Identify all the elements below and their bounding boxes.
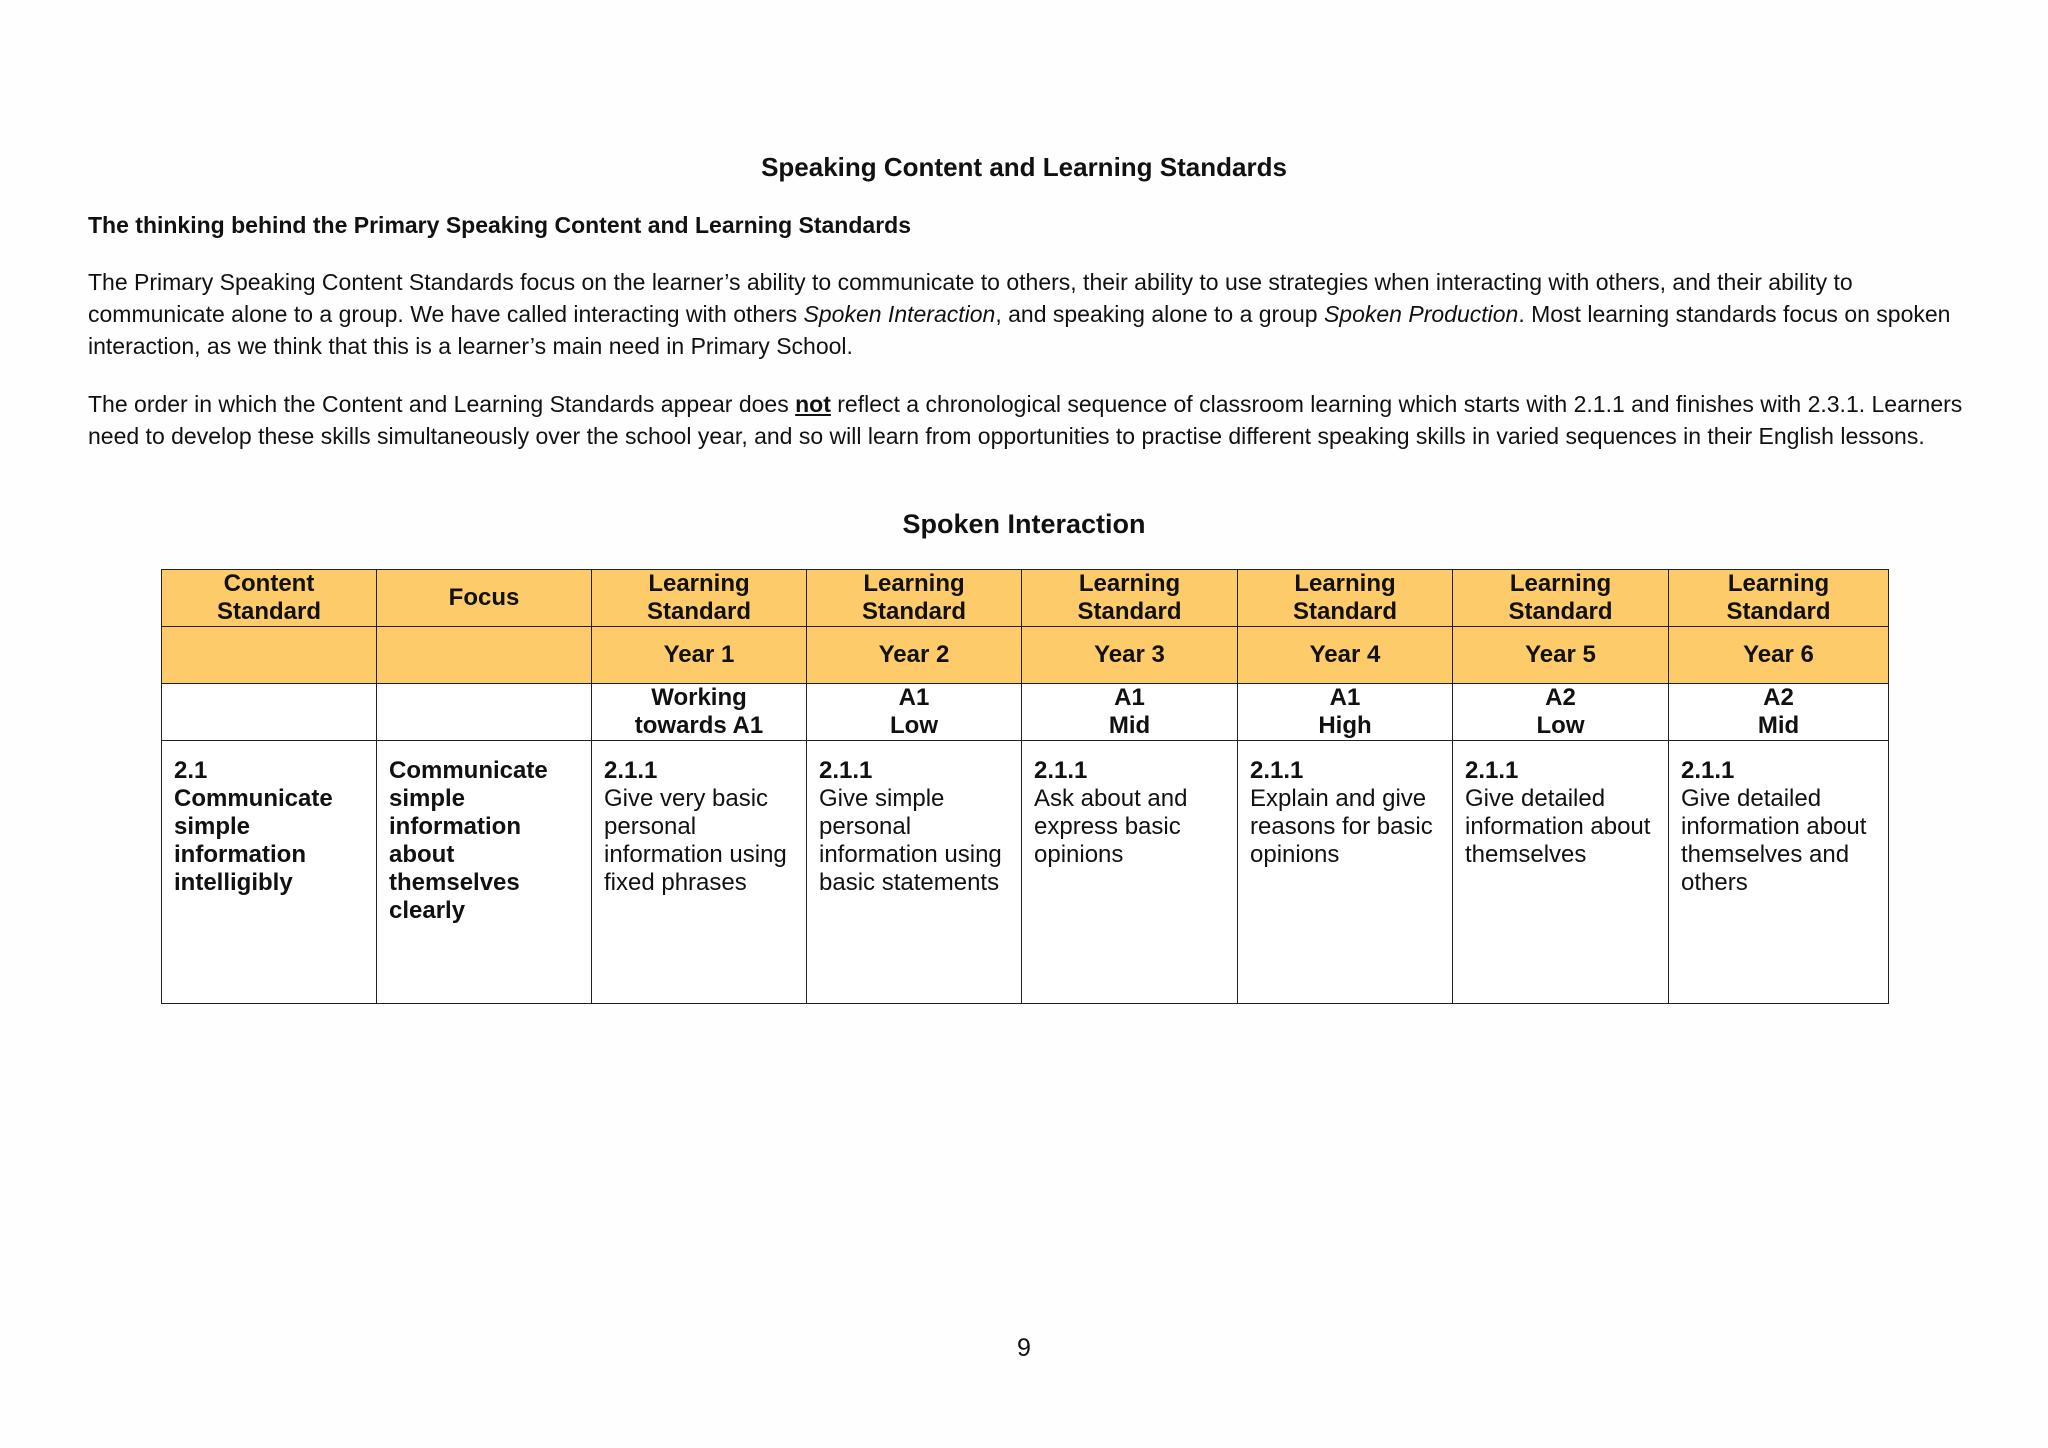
level-line: High xyxy=(1318,712,1372,739)
level-line: A2 xyxy=(1763,684,1794,711)
level-line: Mid xyxy=(1757,712,1800,739)
paragraph-text: . Most learning standards focus on spoken interaction, as we think that this is a learner’s main need in Primary School. xyxy=(88,301,1951,359)
paragraph-text: The Primary Speaking Content Standards focus on the learner’s ability to communicate to others, their ability to use strategies when interacting with others, and their ability to communicate alone to a group. We have called interacting with others xyxy=(88,269,1853,327)
year-label: Year 1 xyxy=(592,627,807,684)
table-header-row xyxy=(162,570,1889,627)
standard-text: Ask about and express basic opinions xyxy=(1034,785,1188,868)
header-focus: Focus xyxy=(377,570,592,627)
year-label: Year 5 xyxy=(1453,627,1669,684)
empty-cell xyxy=(162,684,377,741)
level-line: A2 xyxy=(1545,684,1576,711)
order-paragraph xyxy=(88,388,1968,452)
paragraph-text: The order in which the Content and Learning Standards appear does xyxy=(88,391,796,417)
table-row xyxy=(162,741,1889,1004)
standard-text: Give detailed information about themselves xyxy=(1465,785,1651,868)
header-learning-standard: Learning Standard xyxy=(1453,570,1669,627)
standard-code: 2.1.1 xyxy=(604,757,658,784)
standard-text: Give simple personal information using basic statements xyxy=(819,785,1002,896)
content-standard-cell xyxy=(162,741,377,1004)
level-cell xyxy=(1022,684,1238,741)
paragraph-italic-term: Spoken Interaction xyxy=(803,301,996,327)
level-cell xyxy=(1238,684,1453,741)
table-heading: Spoken Interaction xyxy=(902,509,1146,539)
learning-standard-cell xyxy=(1022,741,1238,1004)
year-label: Year 4 xyxy=(1238,627,1453,684)
table-level-row xyxy=(162,684,1889,741)
level-line: A1 xyxy=(1329,684,1361,711)
header-learning-standard: Learning Standard xyxy=(592,570,807,627)
level-line: Low xyxy=(890,712,938,739)
paragraph-italic-term: Spoken Production xyxy=(1323,301,1519,327)
header-learning-standard: Learning Standard xyxy=(1238,570,1453,627)
empty-cell xyxy=(377,684,592,741)
page-number: 9 xyxy=(1017,1334,1031,1362)
level-cell xyxy=(807,684,1022,741)
standard-text: Give very basic personal information using fixed phrases xyxy=(604,785,787,896)
content-standard-text: Communicate simple information intelligibly xyxy=(174,785,333,896)
standard-code: 2.1.1 xyxy=(819,757,873,784)
year-label: Year 2 xyxy=(807,627,1022,684)
paragraph-emphasis: not xyxy=(795,391,831,417)
standard-code: 2.1.1 xyxy=(1681,757,1735,784)
year-label: Year 3 xyxy=(1022,627,1238,684)
level-cell xyxy=(1669,684,1889,741)
standard-text: Explain and give reasons for basic opinions xyxy=(1250,785,1433,868)
level-line: Working xyxy=(651,684,747,711)
learning-standard-cell xyxy=(1238,741,1453,1004)
paragraph-text: reflect a chronological sequence of classroom learning which starts with 2.1.1 and finishes with 2.3.1. Learners need to develop these skills simultaneously over the school year, and so will learn from opportunities to practise different speaking skills in varied sequences in their English lessons. xyxy=(88,391,1963,449)
standard-code: 2.1.1 xyxy=(1465,757,1519,784)
content-standard-code: 2.1 xyxy=(174,757,208,784)
table-year-row xyxy=(162,627,1889,684)
focus-cell: Communicate simple information about themselves clearly xyxy=(377,741,592,1004)
level-line: A1 xyxy=(898,684,930,711)
level-line: Low xyxy=(1536,712,1585,739)
year-label: Year 6 xyxy=(1669,627,1889,684)
empty-cell xyxy=(162,627,377,684)
learning-standard-cell xyxy=(592,741,807,1004)
header-content-standard: Content Standard xyxy=(162,570,377,627)
level-cell xyxy=(1453,684,1669,741)
level-line: towards A1 xyxy=(634,712,764,739)
intro-paragraph xyxy=(88,266,1968,362)
learning-standard-cell xyxy=(807,741,1022,1004)
standard-text: Give detailed information about themselves and others xyxy=(1681,785,1867,896)
learning-standard-cell xyxy=(1453,741,1669,1004)
standard-code: 2.1.1 xyxy=(1034,757,1088,784)
header-learning-standard: Learning Standard xyxy=(1669,570,1889,627)
level-line: A1 xyxy=(1114,684,1145,711)
header-learning-standard: Learning Standard xyxy=(1022,570,1238,627)
level-cell xyxy=(592,684,807,741)
paragraph-text: , and speaking alone to a group xyxy=(995,301,1324,327)
standards-table xyxy=(161,569,1889,1004)
learning-standard-cell xyxy=(1669,741,1889,1004)
page-title: Speaking Content and Learning Standards xyxy=(761,152,1287,182)
section-subheading: The thinking behind the Primary Speaking Content and Learning Standards xyxy=(88,212,911,238)
level-line: Mid xyxy=(1108,712,1151,739)
empty-cell xyxy=(377,627,592,684)
standard-code: 2.1.1 xyxy=(1250,757,1304,784)
header-learning-standard: Learning Standard xyxy=(807,570,1022,627)
